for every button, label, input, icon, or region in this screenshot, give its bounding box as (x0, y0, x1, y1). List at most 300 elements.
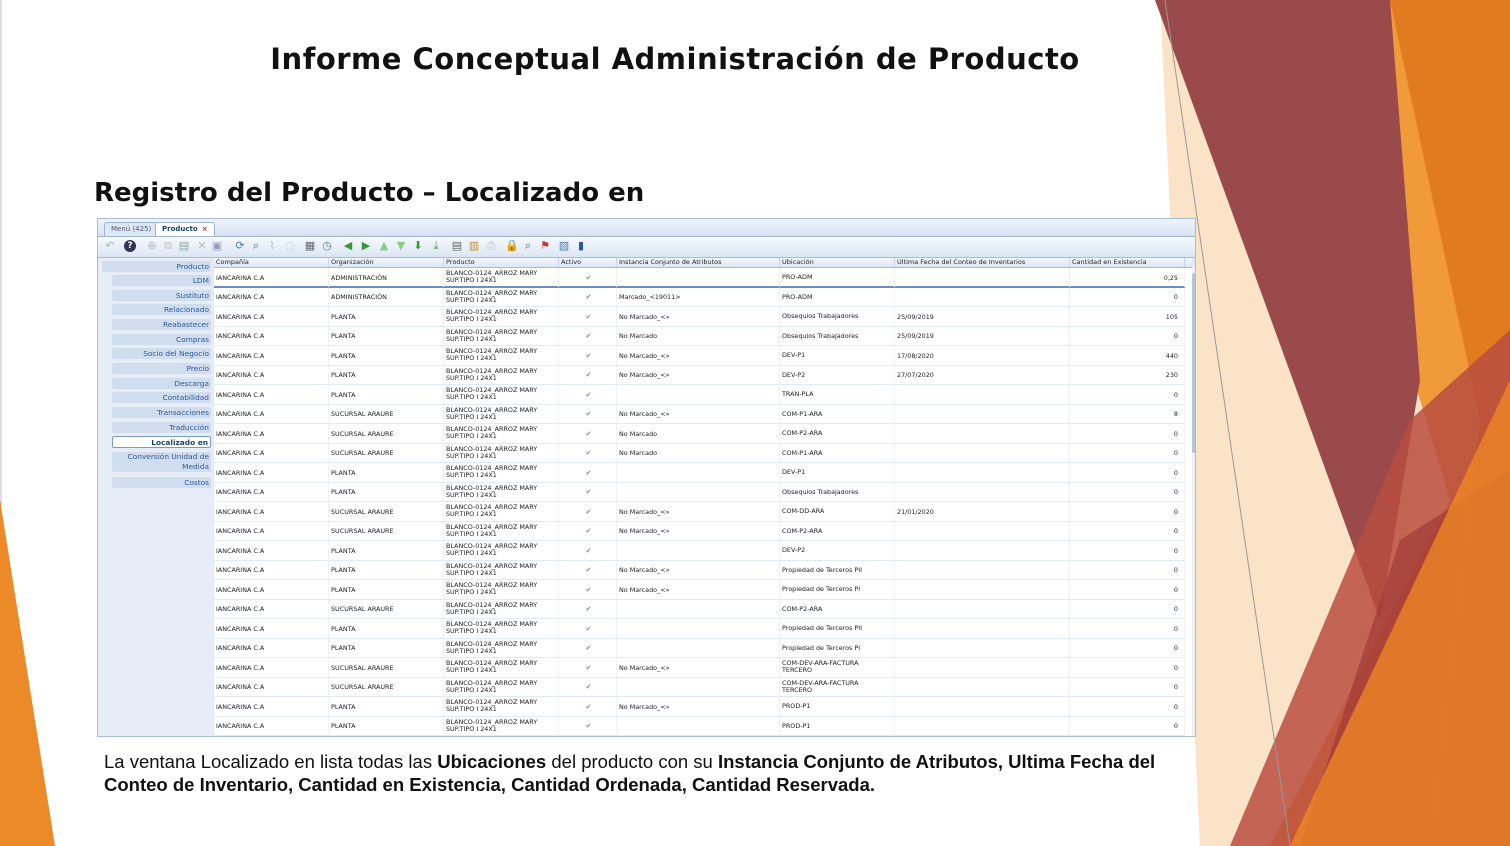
detail-record-icon[interactable]: ▼ (396, 239, 406, 252)
cell-ubicacion-line2: TERCERO (782, 685, 813, 694)
cell-producto-line2: SUP.TIPO I 24X1 (446, 295, 497, 304)
cell-producto (444, 678, 559, 697)
slide-subtitle: Registro del Producto – Localizado en (94, 178, 645, 208)
cell-qty: 0 (1070, 678, 1185, 697)
cell-company: IANCARINA C.A (214, 697, 329, 716)
cell-date (895, 424, 1070, 443)
cell-producto-line1: BLANCO-0124_ARROZ MARY (446, 269, 538, 277)
cell-producto (444, 288, 559, 307)
cell-ubicacion-line1: DEV-P1 (782, 468, 806, 476)
cell-producto-line1: BLANCO-0124_ARROZ MARY (446, 386, 538, 394)
cell-producto-line2: SUP.TIPO I 24X1 (446, 646, 497, 655)
refresh-icon[interactable]: ⟳ (235, 239, 245, 252)
sidebar (98, 258, 213, 737)
cell-qty: 230 (1070, 366, 1185, 385)
zoom-across-icon[interactable]: ⌕ (524, 239, 532, 252)
grid-header (214, 258, 1192, 268)
find-icon[interactable]: ⌕ (252, 239, 260, 252)
sidebar-item-producto[interactable]: Producto (102, 261, 211, 272)
checkmark-icon: ✔ (559, 463, 617, 482)
checkmark-icon: ✔ (559, 327, 617, 346)
caption-text-1: La ventana Localizado en lista todas las (104, 751, 438, 772)
cell-attr: No Marcado_<» (617, 502, 780, 521)
sidebar-item-transacciones[interactable]: Transacciones (112, 407, 211, 418)
print-icon[interactable]: ⎙ (486, 239, 496, 252)
caption-text-2: del producto con su (546, 751, 718, 772)
sidebar-item-reabastecer[interactable]: Reabastecer (112, 319, 211, 330)
cell-company: IANCARINA C.A (214, 444, 329, 463)
cell-qty: 0 (1070, 658, 1185, 677)
table-row[interactable] (214, 405, 1185, 425)
cell-ubicacion (780, 424, 895, 443)
cell-producto (444, 502, 559, 521)
cell-ubicacion-line1: DEV-P1 (782, 351, 806, 359)
cell-qty: 0 (1070, 502, 1185, 521)
cell-ubicacion-line1: Propiedad de Terceros PI (782, 643, 861, 652)
cell-company: IANCARINA C.A (214, 619, 329, 638)
cell-producto-line2: SUP.TIPO I 24X1 (446, 315, 497, 323)
cell-qty: 0 (1070, 580, 1185, 599)
cell-qty: 0 (1070, 288, 1185, 307)
cell-producto (444, 522, 559, 541)
cell-producto-line2: SUP.TIPO I 24X1 (446, 529, 497, 538)
checkmark-icon: ✔ (559, 424, 617, 443)
save-icon[interactable]: ▣ (211, 239, 223, 252)
table-row[interactable] (214, 327, 1185, 347)
cell-date: 27/07/2020 (895, 366, 1070, 385)
new-record-icon[interactable]: ⊕ (147, 239, 157, 252)
column-header-ubicacion[interactable]: Ubicación (780, 258, 895, 267)
cell-attr (617, 600, 780, 619)
cell-attr: No Marcado_<» (617, 366, 780, 385)
cell-org: PLANTA (329, 385, 444, 404)
cell-attr (617, 717, 780, 736)
cell-producto (444, 346, 559, 365)
cell-qty: 0 (1070, 600, 1185, 619)
cell-producto-line1: BLANCO-0124_ARROZ MARY (446, 288, 538, 297)
cell-producto (444, 717, 559, 736)
cell-producto-line1: BLANCO-0124_ARROZ MARY (446, 659, 538, 667)
cell-qty: 440 (1070, 346, 1185, 365)
cell-ubicacion-line1: COM-P2-ARA (782, 429, 823, 437)
cell-producto-line2: SUP.TIPO I 24X1 (446, 354, 497, 362)
app-window (97, 218, 1196, 737)
cell-ubicacion (780, 463, 895, 482)
cell-org: PLANTA (329, 619, 444, 638)
cell-org: SUCURSAL ARAURE (329, 424, 444, 443)
table-row[interactable] (214, 580, 1185, 600)
cell-ubicacion (780, 541, 895, 560)
cell-org: PLANTA (329, 327, 444, 346)
cell-org: ADMINISTRACIÓN (329, 288, 444, 307)
cell-company: IANCARINA C.A (214, 288, 329, 307)
cell-qty: 0 (1070, 639, 1185, 658)
cell-ubicacion-line1: PROD-P1 (782, 721, 811, 730)
cell-ubicacion-line1: Propiedad de Terceros PII (782, 624, 863, 632)
table-row[interactable] (214, 541, 1185, 561)
down-record-icon[interactable]: ⬇ (413, 239, 423, 252)
cell-producto (444, 405, 559, 424)
cell-producto-line2: SUP.TIPO I 24X1 (446, 510, 497, 518)
cell-producto (444, 658, 559, 677)
cell-org: SUCURSAL ARAURE (329, 522, 444, 541)
checkmark-icon: ✔ (559, 366, 617, 385)
tab-producto[interactable] (155, 222, 215, 236)
cell-producto-line2: SUP.TIPO I 24X1 (446, 568, 497, 577)
cell-producto-line2: SUP.TIPO I 24X1 (446, 705, 497, 713)
cell-qty: 0 (1070, 522, 1185, 541)
cell-date (895, 268, 1070, 287)
cell-qty: 0,25 (1070, 268, 1185, 287)
checkmark-icon: ✔ (559, 522, 617, 541)
cell-ubicacion-line1: DEV-P2 (782, 546, 806, 554)
table-row[interactable] (214, 600, 1185, 620)
cell-company: IANCARINA C.A (214, 385, 329, 404)
parent-record-icon[interactable]: ▲ (379, 239, 389, 252)
cell-date (895, 463, 1070, 482)
checkmark-icon: ✔ (559, 288, 617, 307)
cell-org: SUCURSAL ARAURE (329, 405, 444, 424)
cell-ubicacion (780, 346, 895, 365)
cell-qty: 0 (1070, 424, 1185, 443)
table-row[interactable] (214, 639, 1185, 659)
cell-producto-line1: BLANCO-0124_ARROZ MARY (446, 522, 538, 531)
delete-icon[interactable]: ✕ (197, 239, 207, 252)
caption-bold-1: Ubicaciones (437, 751, 547, 772)
cell-org: PLANTA (329, 580, 444, 599)
cell-company: IANCARINA C.A (214, 346, 329, 365)
cell-producto (444, 463, 559, 482)
cell-producto (444, 444, 559, 463)
sidebar-item-contabilidad[interactable]: Contabilidad (112, 392, 211, 403)
cell-producto (444, 600, 559, 619)
cell-producto-line1: BLANCO-0124_ARROZ MARY (446, 561, 538, 570)
tab-menu[interactable] (104, 222, 158, 236)
cell-date (895, 678, 1070, 697)
cell-producto-line2: SUP.TIPO I 24X1 (446, 607, 497, 616)
cell-ubicacion (780, 366, 895, 385)
slide-caption (104, 750, 1194, 796)
cell-company: IANCARINA C.A (214, 717, 329, 736)
cell-ubicacion-line1: COM-DEV-ARA-FACTURA (782, 678, 859, 687)
table-row[interactable] (214, 288, 1185, 308)
cell-ubicacion-line1: TRAN-PLA (782, 390, 814, 398)
cell-org: PLANTA (329, 483, 444, 502)
cell-company: IANCARINA C.A (214, 658, 329, 677)
cell-company: IANCARINA C.A (214, 268, 329, 287)
grid-scrollbar[interactable] (1192, 267, 1196, 737)
attachment-icon[interactable]: ⌇ (269, 239, 275, 252)
cell-qty: 0 (1070, 697, 1185, 716)
ignore-icon[interactable]: ↶ (105, 239, 115, 252)
cell-attr: No Marcado_<» (617, 307, 780, 326)
sidebar-item-traduccion[interactable]: Traducción (112, 422, 211, 433)
table-row[interactable] (214, 307, 1185, 327)
cell-ubicacion-line1: Obsequios Trabajadores (782, 331, 859, 340)
cell-date (895, 385, 1070, 404)
cell-ubicacion (780, 405, 895, 424)
cell-attr (617, 678, 780, 697)
sidebar-item-conversion-unidad-de-medida[interactable]: Conversión Unidad de Medida (112, 452, 211, 472)
cell-qty: 0 (1070, 619, 1185, 638)
cell-date (895, 561, 1070, 580)
report-icon[interactable]: ▤ (451, 239, 463, 252)
column-header-activo[interactable]: Activo (559, 258, 617, 267)
left-orange-shape (0, 500, 55, 846)
cell-date (895, 600, 1070, 619)
cell-attr (617, 639, 780, 658)
table-row[interactable] (214, 444, 1185, 464)
cell-company: IANCARINA C.A (214, 502, 329, 521)
table-row[interactable] (214, 483, 1185, 503)
cell-producto-line1: BLANCO-0124_ARROZ MARY (446, 483, 538, 492)
cell-ubicacion (780, 678, 895, 697)
cell-producto-line1: BLANCO-0124_ARROZ MARY (446, 327, 538, 336)
cell-producto (444, 424, 559, 443)
cell-org: SUCURSAL ARAURE (329, 600, 444, 619)
checkmark-icon: ✔ (559, 307, 617, 326)
cell-ubicacion (780, 288, 895, 307)
cell-producto (444, 639, 559, 658)
cell-attr (617, 541, 780, 560)
cell-attr: Marcado_<19011> (617, 288, 780, 307)
cell-date (895, 522, 1070, 541)
cell-producto-line1: BLANCO-0124_ARROZ MARY (446, 444, 538, 453)
sidebar-item-relacionado[interactable]: Relacionado (112, 304, 211, 315)
cell-producto-line1: BLANCO-0124_ARROZ MARY (446, 698, 538, 706)
cell-ubicacion (780, 502, 895, 521)
cell-ubicacion (780, 483, 895, 502)
cell-attr (617, 385, 780, 404)
cell-ubicacion-line1: COM-P1-ARA (782, 409, 823, 418)
cell-producto (444, 541, 559, 560)
cell-attr (617, 619, 780, 638)
toolbar (98, 237, 1195, 258)
cell-producto-line2: SUP.TIPO I 24X1 (446, 334, 497, 343)
checkmark-icon: ✔ (559, 658, 617, 677)
cell-qty: 0 (1070, 561, 1185, 580)
sidebar-item-costos[interactable]: Costos (112, 477, 211, 488)
product-info-icon[interactable]: ▮ (577, 239, 585, 252)
export-icon[interactable]: ▧ (558, 239, 570, 252)
cell-org: PLANTA (329, 717, 444, 736)
column-header-instancia[interactable]: Instancia Conjunto de Atributos (617, 258, 780, 267)
workflow-icon[interactable]: ⚑ (540, 239, 550, 252)
cell-date (895, 619, 1070, 638)
cell-attr: No Marcado_<» (617, 561, 780, 580)
cell-ubicacion-line1: COM-P1-ARA (782, 448, 823, 457)
cell-ubicacion (780, 385, 895, 404)
cell-ubicacion-line1: COM-DEV-ARA-FACTURA (782, 659, 859, 667)
cell-producto (444, 483, 559, 502)
table-row[interactable] (214, 522, 1185, 542)
cell-producto-line1: BLANCO-0124_ARROZ MARY (446, 717, 538, 726)
table-row[interactable] (214, 561, 1185, 581)
cell-attr: No Marcado_<» (617, 405, 780, 424)
cell-org: PLANTA (329, 541, 444, 560)
cell-ubicacion (780, 268, 895, 287)
cell-date (895, 405, 1070, 424)
table-row[interactable] (214, 717, 1185, 737)
checkmark-icon: ✔ (559, 639, 617, 658)
cell-ubicacion-line1: PRO-ADM (782, 292, 813, 301)
close-icon[interactable]: × (201, 225, 208, 233)
table-row[interactable] (214, 502, 1185, 522)
column-header-ultima-fecha[interactable]: Ultima Fecha del Conteo de Inventarios (895, 258, 1070, 267)
cell-ubicacion (780, 307, 895, 326)
cell-company: IANCARINA C.A (214, 561, 329, 580)
lock-icon[interactable]: 🔒 (505, 239, 519, 252)
cell-attr: No Marcado_<» (617, 522, 780, 541)
checkmark-icon: ✔ (559, 444, 617, 463)
table-row[interactable] (214, 658, 1185, 678)
checkmark-icon: ✔ (559, 580, 617, 599)
sidebar-item-localizado-en[interactable]: Localizado en (112, 436, 211, 448)
column-header-organizacion[interactable]: Organización (329, 258, 444, 267)
cell-company: IANCARINA C.A (214, 463, 329, 482)
cell-ubicacion-line1: COM-P2-ARA (782, 604, 823, 613)
cell-attr: No Marcado (617, 424, 780, 443)
cell-attr: No Marcado_<» (617, 658, 780, 677)
cell-producto (444, 268, 559, 287)
column-header-producto[interactable]: Producto (444, 258, 559, 267)
first-record-icon[interactable]: ◀ (343, 239, 353, 252)
cell-company: IANCARINA C.A (214, 366, 329, 385)
cell-org: PLANTA (329, 463, 444, 482)
cell-date (895, 483, 1070, 502)
cell-date: 21/01/2020 (895, 502, 1070, 521)
cell-ubicacion (780, 600, 895, 619)
cell-ubicacion (780, 697, 895, 716)
cell-ubicacion (780, 639, 895, 658)
cell-qty: 0 (1070, 541, 1185, 560)
table-row[interactable] (214, 463, 1185, 483)
cell-company: IANCARINA C.A (214, 600, 329, 619)
cell-producto-line1: BLANCO-0124_ARROZ MARY (446, 425, 538, 433)
copy-record-icon[interactable]: ⧉ (164, 239, 172, 252)
cell-producto (444, 366, 559, 385)
cell-date (895, 541, 1070, 560)
caption-bold-2: Instancia Conjunto de Atributos, Ultima Fecha del Conteo de Inventario, Cantidad en Existencia, Cantidad Ordenada, Cantidad Reservada. (104, 751, 1156, 795)
archive-icon[interactable]: ▥ (468, 239, 480, 252)
sidebar-item-descarga[interactable]: Descarga (112, 378, 211, 389)
cell-producto-line2: SUP.TIPO I 24X1 (446, 666, 497, 674)
cell-producto-line1: BLANCO-0124_ARROZ MARY (446, 620, 538, 628)
cell-org: PLANTA (329, 307, 444, 326)
sidebar-item-compras[interactable]: Compras (112, 334, 211, 345)
checkmark-icon: ✔ (559, 268, 617, 287)
cell-qty: 105 (1070, 307, 1185, 326)
cell-org: PLANTA (329, 639, 444, 658)
cell-attr (617, 463, 780, 482)
table-row[interactable] (214, 697, 1185, 717)
cell-producto (444, 385, 559, 404)
checkmark-icon: ✔ (559, 697, 617, 716)
table-row[interactable] (214, 366, 1185, 386)
cell-attr: No Marcado (617, 444, 780, 463)
cell-org: SUCURSAL ARAURE (329, 658, 444, 677)
cell-company: IANCARINA C.A (214, 405, 329, 424)
sidebar-item-precio[interactable]: Precio (112, 363, 211, 374)
table-row[interactable] (214, 678, 1185, 698)
cell-ubicacion-line1: DEV-P2 (782, 370, 806, 379)
table-row[interactable] (214, 424, 1185, 444)
next-record-icon[interactable]: ▶ (361, 239, 371, 252)
cell-ubicacion-line1: Obsequios Trabajadores (782, 312, 859, 320)
cell-date: 25/09/2019 (895, 307, 1070, 326)
cell-ubicacion (780, 619, 895, 638)
cell-org: PLANTA (329, 697, 444, 716)
cell-qty: 0 (1070, 444, 1185, 463)
cell-ubicacion (780, 717, 895, 736)
cell-org: PLANTA (329, 561, 444, 580)
cell-producto-line2: SUP.TIPO I 24X1 (446, 432, 497, 440)
column-header-compania[interactable]: Compañía (214, 258, 329, 267)
history-records-icon[interactable]: ◷ (322, 239, 332, 252)
sidebar-item-sustituto[interactable]: Sustituto (112, 290, 211, 301)
checkmark-icon: ✔ (559, 678, 617, 697)
cell-producto (444, 580, 559, 599)
cell-attr (617, 483, 780, 502)
cell-attr: No Marcado_<» (617, 346, 780, 365)
cell-date (895, 639, 1070, 658)
help-icon[interactable]: ? (124, 240, 136, 252)
locations-grid (214, 258, 1192, 737)
cell-date (895, 288, 1070, 307)
checkmark-icon: ✔ (559, 717, 617, 736)
checkmark-icon: ✔ (559, 385, 617, 404)
cell-producto (444, 619, 559, 638)
grid-toggle-icon[interactable]: ▦ (304, 239, 316, 252)
cell-org: SUCURSAL ARAURE (329, 678, 444, 697)
cell-date (895, 697, 1070, 716)
cell-producto-line2: SUP.TIPO I 24X1 (446, 471, 497, 479)
cell-company: IANCARINA C.A (214, 424, 329, 443)
sidebar-item-ldm[interactable]: LDM (112, 275, 211, 286)
cell-qty: 8 (1070, 405, 1185, 424)
sidebar-item-socio-del-negocio[interactable]: Socio del Negocio (112, 348, 211, 359)
cell-producto-line2: SUP.TIPO I 24X1 (446, 588, 497, 596)
table-row[interactable] (214, 268, 1185, 288)
cell-producto-line2: SUP.TIPO I 24X1 (446, 393, 497, 401)
checkmark-icon: ✔ (559, 541, 617, 560)
chat-icon[interactable]: ◌ (285, 239, 295, 252)
cell-producto (444, 327, 559, 346)
table-row[interactable] (214, 346, 1185, 366)
last-record-icon[interactable]: ⤓ (433, 239, 439, 252)
cell-date (895, 444, 1070, 463)
checkmark-icon: ✔ (559, 346, 617, 365)
table-row[interactable] (214, 619, 1185, 639)
tab-producto-label: Producto (162, 225, 198, 233)
cell-attr: No Marcado (617, 327, 780, 346)
cell-ubicacion (780, 327, 895, 346)
tab-bar (98, 219, 1195, 237)
cell-ubicacion-line1: COM-P2-ARA (782, 526, 823, 535)
cell-qty: 0 (1070, 483, 1185, 502)
cell-date: 17/08/2020 (895, 346, 1070, 365)
cell-producto-line2: SUP.TIPO I 24X1 (446, 451, 497, 460)
cell-ubicacion-line1: Obsequios Trabajadores (782, 487, 859, 496)
table-row[interactable] (214, 385, 1185, 405)
history-icon[interactable]: ▤ (178, 239, 190, 252)
cell-producto-line1: BLANCO-0124_ARROZ MARY (446, 600, 538, 609)
column-header-cantidad[interactable]: Cantidad en Existencia (1070, 258, 1185, 267)
cell-producto-line1: BLANCO-0124_ARROZ MARY (446, 503, 538, 511)
cell-company: IANCARINA C.A (214, 541, 329, 560)
scrollbar-thumb[interactable] (1192, 273, 1196, 453)
cell-company: IANCARINA C.A (214, 580, 329, 599)
